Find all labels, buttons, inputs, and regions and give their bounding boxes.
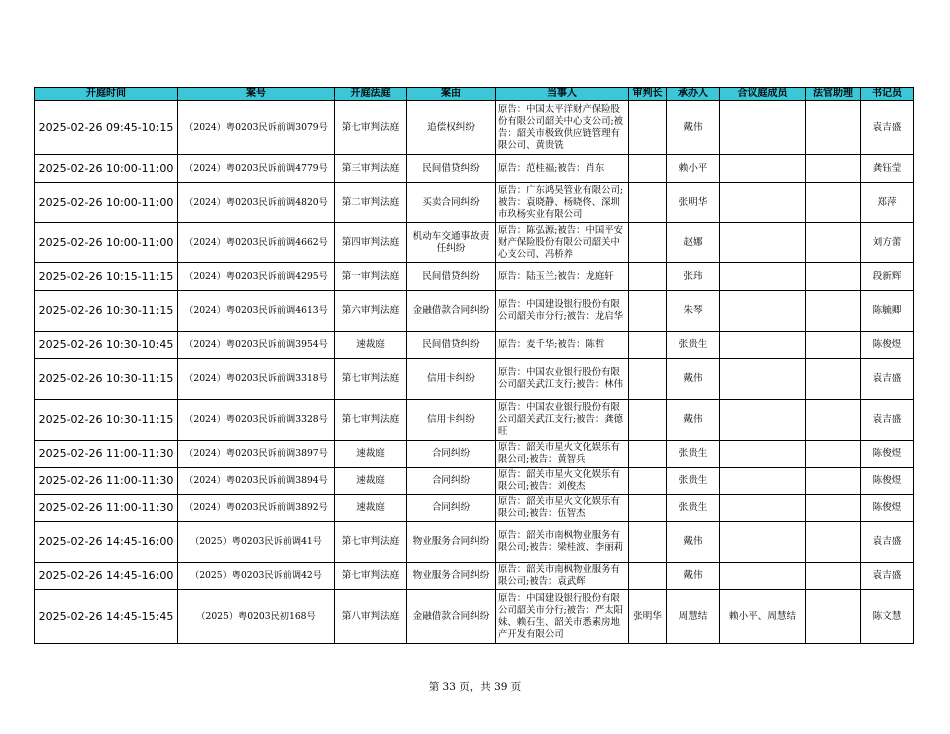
cell-presiding: [629, 468, 667, 495]
cell-handler: 戴伟: [667, 522, 720, 563]
cell-clerk: 陈俊煜: [861, 495, 914, 522]
cell-handler: 张玮: [667, 263, 720, 291]
cell-handler: 赵娜: [667, 223, 720, 263]
header-presiding: 审判长: [629, 88, 667, 101]
cell-assistant: [806, 101, 861, 155]
cell-assistant: [806, 441, 861, 468]
cell-presiding: [629, 400, 667, 441]
cell-time: 2025-02-26 10:30-11:15: [35, 400, 178, 441]
cell-handler: 赖小平: [667, 155, 720, 183]
cell-assistant: [806, 522, 861, 563]
cell-panel: [720, 101, 806, 155]
cell-court: 速裁庭: [335, 441, 407, 468]
cell-parties: 原告：陈弘源;被告：中国平安财产保险股份有限公司韶关中心支公司、冯桥养: [496, 223, 629, 263]
cell-court: 速裁庭: [335, 468, 407, 495]
cell-assistant: [806, 495, 861, 522]
cell-panel: 赖小平、周慧结: [720, 590, 806, 644]
cell-panel: [720, 441, 806, 468]
cell-handler: 张贵生: [667, 468, 720, 495]
cell-time: 2025-02-26 11:00-11:30: [35, 468, 178, 495]
cell-time: 2025-02-26 10:30-11:15: [35, 359, 178, 400]
cell-time: 2025-02-26 10:30-10:45: [35, 332, 178, 359]
cell-clerk: 陈文慧: [861, 590, 914, 644]
table-row: [35, 400, 914, 441]
cell-case-no: （2024）粤0203民诉前调4295号: [178, 263, 335, 291]
cell-cause: 机动车交通事故责任纠纷: [407, 223, 496, 263]
cell-cause: 信用卡纠纷: [407, 400, 496, 441]
cell-clerk: 陈俊煜: [861, 468, 914, 495]
table-row: [35, 223, 914, 263]
cell-clerk: 袁吉盛: [861, 563, 914, 590]
cell-clerk: 陈俊煜: [861, 332, 914, 359]
cell-cause: 信用卡纠纷: [407, 359, 496, 400]
cell-presiding: [629, 263, 667, 291]
cell-assistant: [806, 359, 861, 400]
cell-presiding: [629, 522, 667, 563]
cell-court: 第七审判法庭: [335, 101, 407, 155]
cell-cause: 追偿权纠纷: [407, 101, 496, 155]
cell-assistant: [806, 468, 861, 495]
cell-presiding: [629, 155, 667, 183]
table-row: [35, 590, 914, 644]
cell-case-no: （2024）粤0203民诉前调4662号: [178, 223, 335, 263]
cell-assistant: [806, 590, 861, 644]
cell-panel: [720, 155, 806, 183]
cell-case-no: （2025）粤0203民诉前调41号: [178, 522, 335, 563]
cell-cause: 民间借贷纠纷: [407, 155, 496, 183]
cell-cause: 民间借贷纠纷: [407, 263, 496, 291]
cell-cause: 物业服务合同纠纷: [407, 563, 496, 590]
cell-assistant: [806, 183, 861, 223]
cell-handler: 戴伟: [667, 400, 720, 441]
cell-case-no: （2024）粤0203民诉前调4820号: [178, 183, 335, 223]
table-body: [35, 101, 914, 644]
cell-clerk: 龚钰莹: [861, 155, 914, 183]
table-row: [35, 155, 914, 183]
table-row: [35, 563, 914, 590]
cell-presiding: [629, 441, 667, 468]
cell-cause: 合同纠纷: [407, 495, 496, 522]
cell-time: 2025-02-26 11:00-11:30: [35, 495, 178, 522]
cell-court: 第七审判法庭: [335, 522, 407, 563]
cell-panel: [720, 183, 806, 223]
cell-handler: 朱琴: [667, 291, 720, 332]
cell-handler: 张贵生: [667, 332, 720, 359]
cell-handler: 张明华: [667, 183, 720, 223]
schedule-table: [34, 87, 914, 644]
header-handler: 承办人: [667, 88, 720, 101]
header-assistant: 法官助理: [806, 88, 861, 101]
cell-case-no: （2024）粤0203民诉前调3894号: [178, 468, 335, 495]
cell-time: 2025-02-26 14:45-15:45: [35, 590, 178, 644]
cell-cause: 物业服务合同纠纷: [407, 522, 496, 563]
cell-assistant: [806, 291, 861, 332]
cell-cause: 金融借款合同纠纷: [407, 590, 496, 644]
cell-parties: 原告：中国农业银行股份有限公司韶关武江支行;被告：林伟: [496, 359, 629, 400]
cell-case-no: （2024）粤0203民诉前调4613号: [178, 291, 335, 332]
cell-clerk: 段新辉: [861, 263, 914, 291]
cell-presiding: [629, 291, 667, 332]
cell-parties: 原告：韶关市星火文化娱乐有限公司;被告：刘俊杰: [496, 468, 629, 495]
cell-cause: 金融借款合同纠纷: [407, 291, 496, 332]
cell-parties: 原告：麦千华;被告：陈哲: [496, 332, 629, 359]
cell-case-no: （2024）粤0203民诉前调3954号: [178, 332, 335, 359]
header-case-no: 案号: [178, 88, 335, 101]
cell-time: 2025-02-26 10:30-11:15: [35, 291, 178, 332]
header-court: 开庭法庭: [335, 88, 407, 101]
table-row: [35, 263, 914, 291]
cell-time: 2025-02-26 14:45-16:00: [35, 563, 178, 590]
header-clerk: 书记员: [861, 88, 914, 101]
cell-panel: [720, 563, 806, 590]
cell-presiding: [629, 359, 667, 400]
cell-cause: 合同纠纷: [407, 468, 496, 495]
cell-panel: [720, 468, 806, 495]
cell-parties: 原告：韶关市星火文化娱乐有限公司;被告：伍智杰: [496, 495, 629, 522]
table-row: [35, 522, 914, 563]
cell-case-no: （2024）粤0203民诉前调3897号: [178, 441, 335, 468]
table-row: [35, 468, 914, 495]
cell-case-no: （2024）粤0203民诉前调3318号: [178, 359, 335, 400]
cell-parties: 原告：中国太平洋财产保险股份有限公司韶关中心支公司;被告：韶关市极致供应链管理有限公司、黄贵铣: [496, 101, 629, 155]
cell-cause: 民间借贷纠纷: [407, 332, 496, 359]
table-row: [35, 183, 914, 223]
cell-case-no: （2025）粤0203民初168号: [178, 590, 335, 644]
cell-parties: 原告：韶关市南枫物业服务有限公司;被告：袁武辉: [496, 563, 629, 590]
cell-case-no: （2024）粤0203民诉前调3079号: [178, 101, 335, 155]
cell-time: 2025-02-26 10:15-11:15: [35, 263, 178, 291]
cell-time: 2025-02-26 09:45-10:15: [35, 101, 178, 155]
cell-presiding: [629, 101, 667, 155]
table-row: [35, 495, 914, 522]
cell-cause: 买卖合同纠纷: [407, 183, 496, 223]
cell-assistant: [806, 223, 861, 263]
cell-time: 2025-02-26 10:00-11:00: [35, 223, 178, 263]
cell-clerk: 陈俊煜: [861, 441, 914, 468]
cell-assistant: [806, 155, 861, 183]
cell-time: 2025-02-26 14:45-16:00: [35, 522, 178, 563]
cell-clerk: 郑萍: [861, 183, 914, 223]
cell-time: 2025-02-26 11:00-11:30: [35, 441, 178, 468]
cell-case-no: （2024）粤0203民诉前调3328号: [178, 400, 335, 441]
cell-court: 第二审判法庭: [335, 183, 407, 223]
cell-presiding: [629, 495, 667, 522]
cell-presiding: [629, 563, 667, 590]
cell-handler: 戴伟: [667, 359, 720, 400]
cell-clerk: 袁吉盛: [861, 522, 914, 563]
cell-handler: 张贵生: [667, 441, 720, 468]
cell-panel: [720, 495, 806, 522]
cell-court: 第七审判法庭: [335, 400, 407, 441]
cell-assistant: [806, 400, 861, 441]
cell-parties: 原告：中国建设银行股份有限公司韶关市分行;被告：严太阳妹、赖石生、韶关市悉素房地产开发有限公司: [496, 590, 629, 644]
table-row: [35, 101, 914, 155]
cell-time: 2025-02-26 10:00-11:00: [35, 155, 178, 183]
cell-clerk: 袁吉盛: [861, 400, 914, 441]
cell-case-no: （2025）粤0203民诉前调42号: [178, 563, 335, 590]
header-cause: 案由: [407, 88, 496, 101]
cell-handler: 张贵生: [667, 495, 720, 522]
cell-panel: [720, 291, 806, 332]
cell-assistant: [806, 263, 861, 291]
cell-panel: [720, 522, 806, 563]
cell-parties: 原告：广东鸿昊管业有限公司;被告：袁晓静、杨晓佟、深圳市玖杨实业有限公司: [496, 183, 629, 223]
cell-panel: [720, 223, 806, 263]
cell-panel: [720, 359, 806, 400]
cell-presiding: [629, 223, 667, 263]
cell-presiding: [629, 332, 667, 359]
cell-court: 第四审判法庭: [335, 223, 407, 263]
cell-presiding: [629, 183, 667, 223]
cell-clerk: 袁吉盛: [861, 359, 914, 400]
cell-presiding: 张明华: [629, 590, 667, 644]
cell-court: 第一审判法庭: [335, 263, 407, 291]
cell-clerk: 袁吉盛: [861, 101, 914, 155]
cell-case-no: （2024）粤0203民诉前调3892号: [178, 495, 335, 522]
cell-handler: 戴伟: [667, 563, 720, 590]
cell-cause: 合同纠纷: [407, 441, 496, 468]
cell-court: 第八审判法庭: [335, 590, 407, 644]
cell-clerk: 陈毓卿: [861, 291, 914, 332]
cell-panel: [720, 332, 806, 359]
header-row: [35, 88, 914, 101]
cell-parties: 原告：中国建设银行股份有限公司韶关市分行;被告：龙启华: [496, 291, 629, 332]
cell-court: 第六审判法庭: [335, 291, 407, 332]
cell-parties: 原告：韶关市南枫物业服务有限公司;被告：梁桂波、李丽莉: [496, 522, 629, 563]
cell-parties: 原告：陆玉兰;被告：龙庭轩: [496, 263, 629, 291]
cell-parties: 原告：中国农业银行股份有限公司韶关武江支行;被告：龚德旺: [496, 400, 629, 441]
cell-assistant: [806, 563, 861, 590]
cell-handler: 戴伟: [667, 101, 720, 155]
header-time: 开庭时间: [35, 88, 178, 101]
header-parties: 当事人: [496, 88, 629, 101]
cell-parties: 原告：韶关市星火文化娱乐有限公司;被告：黄智兵: [496, 441, 629, 468]
cell-clerk: 刘方蕾: [861, 223, 914, 263]
cell-court: 第七审判法庭: [335, 359, 407, 400]
table-row: [35, 291, 914, 332]
cell-panel: [720, 263, 806, 291]
cell-time: 2025-02-26 10:00-11:00: [35, 183, 178, 223]
table-row: [35, 332, 914, 359]
cell-court: 第三审判法庭: [335, 155, 407, 183]
cell-panel: [720, 400, 806, 441]
page-footer: 第 33 页，共 39 页: [428, 681, 522, 693]
cell-handler: 周慧结: [667, 590, 720, 644]
cell-court: 速裁庭: [335, 332, 407, 359]
cell-case-no: （2024）粤0203民诉前调4779号: [178, 155, 335, 183]
cell-parties: 原告：范桂福;被告：肖东: [496, 155, 629, 183]
cell-court: 速裁庭: [335, 495, 407, 522]
cell-court: 第七审判法庭: [335, 563, 407, 590]
cell-assistant: [806, 332, 861, 359]
table-row: [35, 359, 914, 400]
table-row: [35, 441, 914, 468]
header-panel: 合议庭成员: [720, 88, 806, 101]
